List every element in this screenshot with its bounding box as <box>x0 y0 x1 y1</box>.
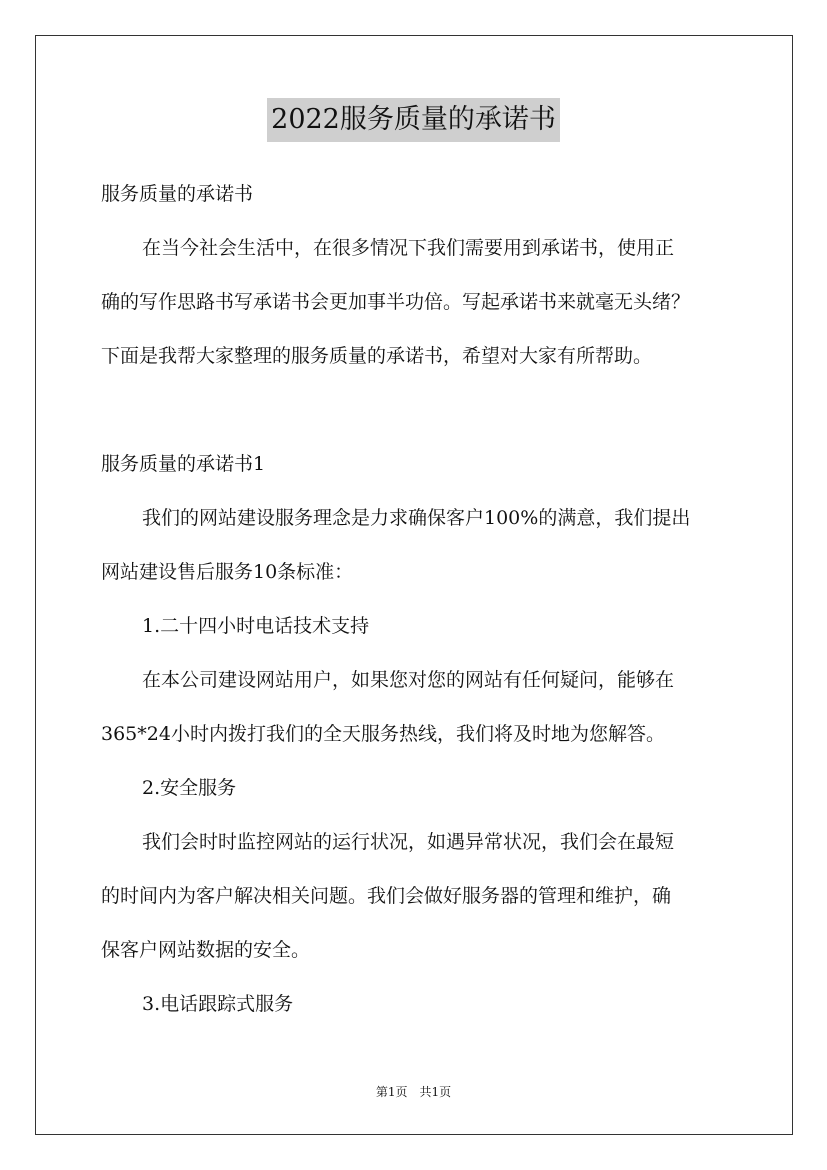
paragraph-line: 在本公司建设网站用户，如果您对您的网站有任何疑问，能够在 <box>142 669 675 691</box>
paragraph-line: 网站建设售后服务10条标准： <box>101 561 354 583</box>
paragraph-line: 下面是我帮大家整理的服务质量的承诺书，希望对大家有所帮助。 <box>101 345 653 367</box>
page-footer <box>0 1084 827 1100</box>
paragraph-line: 保客户网站数据的安全。 <box>101 939 311 961</box>
list-item-heading: 3.电话跟踪式服务 <box>142 993 294 1015</box>
document-title-wrap <box>0 98 827 142</box>
page-number: 第1页 <box>375 1085 408 1099</box>
paragraph-line: 我们的网站建设服务理念是力求确保客户100%的满意，我们提出 <box>142 507 691 529</box>
section-heading: 服务质量的承诺书 <box>101 183 254 205</box>
paragraph-line: 确的写作思路书写承诺书会更加事半功倍。写起承诺书来就毫无头绪？ <box>101 291 691 313</box>
paragraph-line: 我们会时时监控网站的运行状况，如遇异常状况，我们会在最短 <box>142 831 675 853</box>
list-item-heading: 1.二十四小时电话技术支持 <box>142 615 370 637</box>
paragraph-line: 的时间内为客户解决相关问题。我们会做好服务器的管理和维护，确 <box>101 885 672 907</box>
paragraph-line: 在当今社会生活中，在很多情况下我们需要用到承诺书，使用正 <box>142 237 675 259</box>
section-heading: 服务质量的承诺书1 <box>101 453 266 475</box>
list-item-heading: 2.安全服务 <box>142 777 237 799</box>
page-total: 共1页 <box>419 1085 452 1099</box>
paragraph-line: 365*24小时内拨打我们的全天服务热线，我们将及时地为您解答。 <box>101 723 665 745</box>
document-title: 2022服务质量的承诺书 <box>267 98 560 142</box>
